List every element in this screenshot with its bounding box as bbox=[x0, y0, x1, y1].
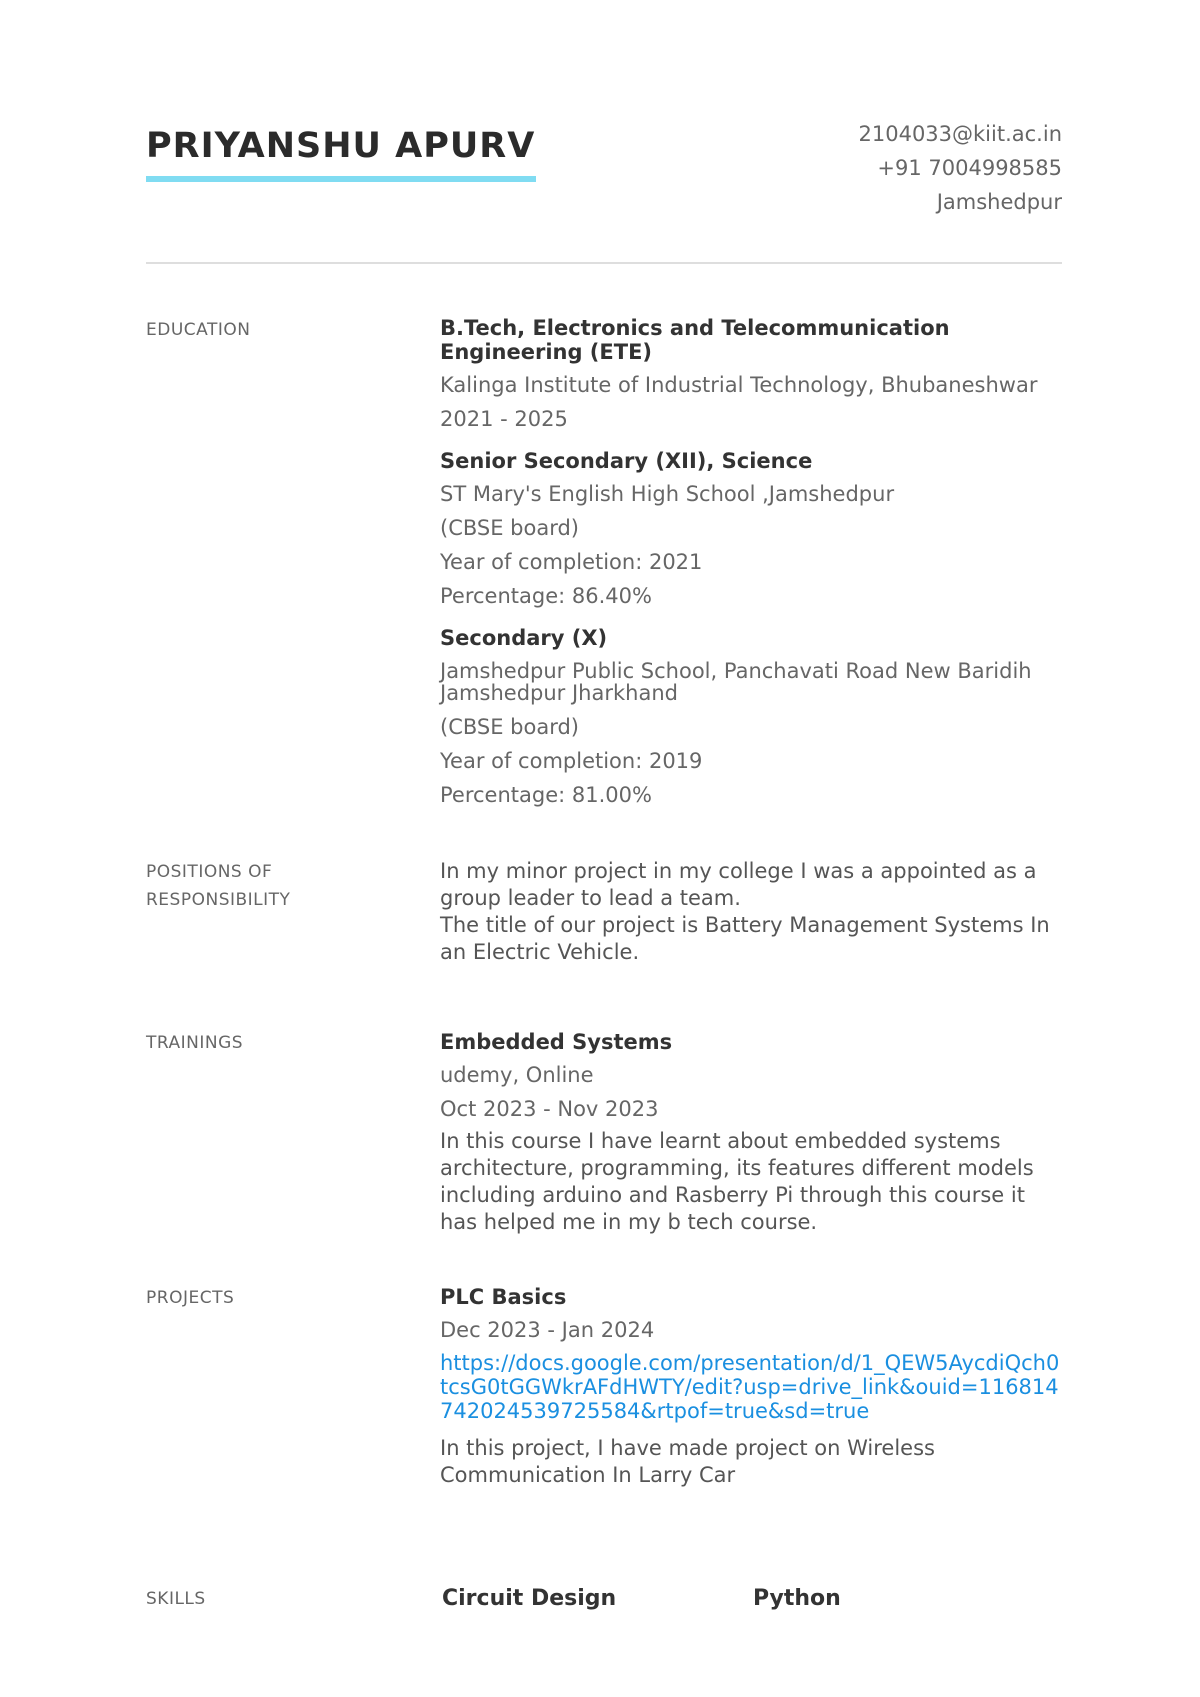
education-btech-institution: Kalinga Institute of Industrial Technology, Bhubaneshwar bbox=[440, 373, 1038, 397]
skill-item-circuit-design: Circuit Design bbox=[442, 1586, 617, 1611]
project-dates: Dec 2023 - Jan 2024 bbox=[440, 1318, 655, 1342]
positions-label-line2: RESPONSIBILITY bbox=[146, 890, 291, 910]
education-xii-percentage: Percentage: 86.40% bbox=[440, 584, 652, 608]
education-x-percentage: Percentage: 81.00% bbox=[440, 783, 652, 807]
education-xii-institution: ST Mary's English High School ,Jamshedpur bbox=[440, 482, 895, 506]
training-provider: udemy, Online bbox=[440, 1063, 594, 1087]
contact-location: Jamshedpur bbox=[936, 190, 1062, 214]
positions-text-2: The title of our project is Battery Management Systems In an Electric Vehicle. bbox=[440, 913, 1050, 964]
education-section bbox=[440, 316, 1065, 812]
education-x-completion: Year of completion: 2019 bbox=[440, 749, 703, 773]
education-entry-xii bbox=[440, 449, 1065, 613]
education-x-title: Secondary (X) bbox=[440, 626, 608, 650]
projects-section-label: PROJECTS bbox=[146, 1288, 235, 1308]
name-accent-underline bbox=[146, 176, 536, 182]
trainings-section-label: TRAININGS bbox=[146, 1033, 244, 1053]
training-title: Embedded Systems bbox=[440, 1030, 673, 1054]
education-btech-title: B.Tech, Electronics and Telecommunication Engineering (ETE) bbox=[440, 316, 950, 364]
positions-section bbox=[440, 858, 1065, 966]
positions-text-1: In my minor project in my college I was a appointed as a group leader to lead a team. bbox=[440, 859, 1037, 910]
education-xii-title: Senior Secondary (XII), Science bbox=[440, 449, 813, 473]
training-description: In this course I have learnt about embedded systems architecture, programming, its features different models including arduino and Rasberry Pi through this course it has helped me in my b tech course. bbox=[440, 1129, 1034, 1234]
education-x-institution: Jamshedpur Public School, Panchavati Road New Baridih Jamshedpur Jharkhand bbox=[440, 659, 1032, 705]
contact-block bbox=[859, 117, 1063, 219]
project-title: PLC Basics bbox=[440, 1285, 567, 1309]
project-description: In this project, I have made project on Wireless Communication In Larry Car bbox=[440, 1436, 935, 1487]
education-xii-completion: Year of completion: 2021 bbox=[440, 550, 703, 574]
contact-phone[interactable]: +91 7004998585 bbox=[877, 156, 1062, 180]
project-link[interactable]: https://docs.google.com/presentation/d/1_QEW5AycdiQch0tcsG0tGGWkrAFdHWTY/edit?usp=drive_link&ouid=116814742024539725584&rtpof=true&sd=true bbox=[440, 1351, 1060, 1423]
trainings-section bbox=[440, 1030, 1065, 1236]
projects-section bbox=[440, 1285, 1065, 1489]
candidate-name: PRIYANSHU APURV bbox=[146, 126, 536, 166]
education-x-board: (CBSE board) bbox=[440, 715, 580, 739]
skills-section-label: SKILLS bbox=[146, 1589, 206, 1609]
education-entry-btech bbox=[440, 316, 1065, 436]
contact-email[interactable]: 2104033@kiit.ac.in bbox=[858, 122, 1062, 146]
education-btech-years: 2021 - 2025 bbox=[440, 407, 568, 431]
education-entry-x bbox=[440, 626, 1065, 812]
education-xii-board: (CBSE board) bbox=[440, 516, 580, 540]
header-divider bbox=[146, 262, 1062, 264]
skill-item-python: Python bbox=[753, 1586, 841, 1611]
education-section-label: EDUCATION bbox=[146, 320, 251, 340]
training-dates: Oct 2023 - Nov 2023 bbox=[440, 1097, 659, 1121]
positions-label-line1: POSITIONS OF bbox=[146, 862, 273, 882]
positions-section-label bbox=[146, 858, 290, 914]
